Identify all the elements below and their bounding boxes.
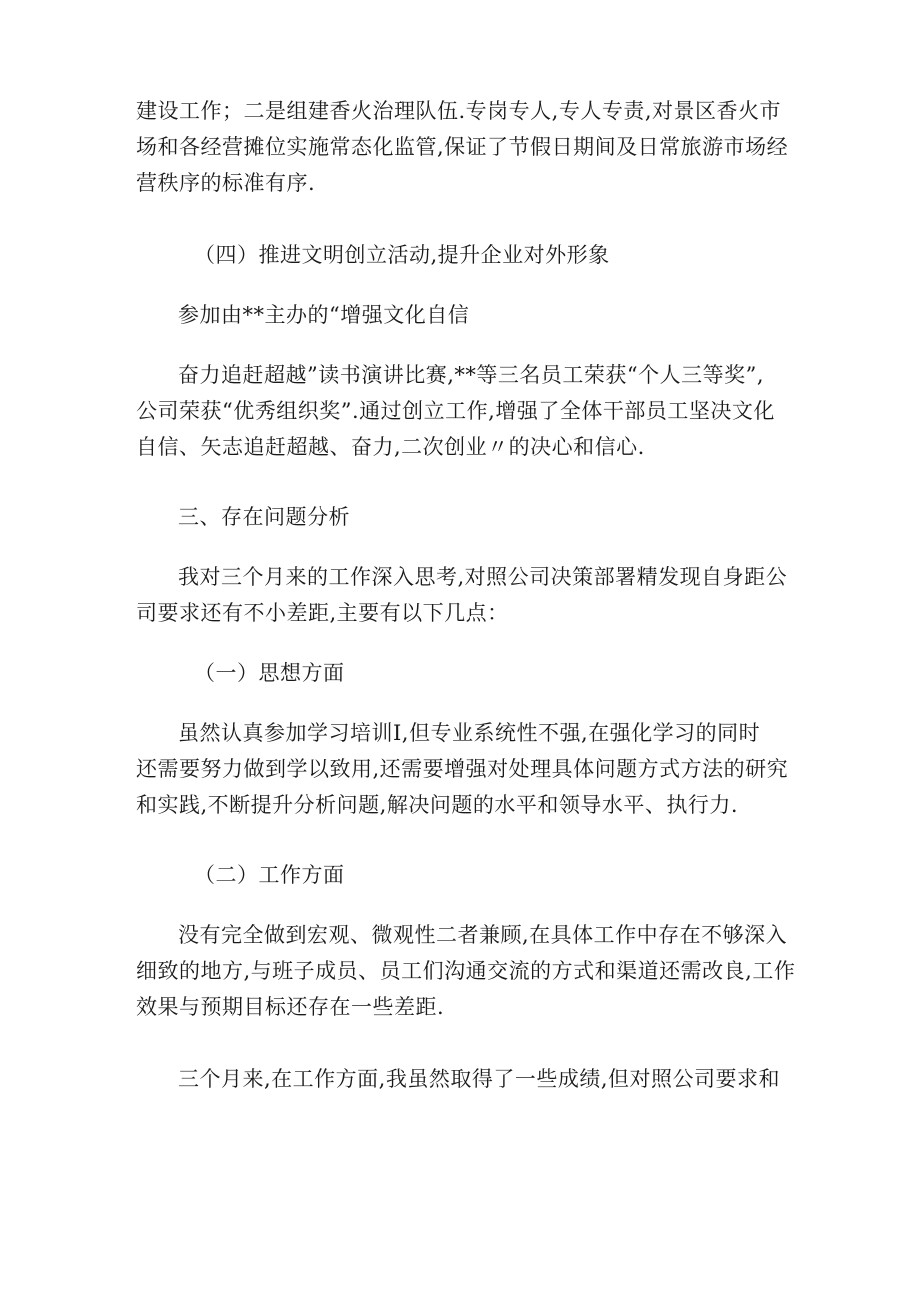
text-line: 细致的地方,与班子成员、员工们沟通交流的方式和渠道还需改良,工作 [136, 959, 796, 983]
paragraph-reflection [136, 559, 800, 631]
text-line: 奋力追赶超越”读书演讲比赛,**等三名员工荣获“个人三等奖”, [178, 363, 765, 387]
heading-text: （一）思想方面 [194, 661, 345, 685]
section-heading-problems [136, 499, 800, 535]
paragraph-work [136, 917, 800, 1025]
paragraph-summary [136, 1061, 800, 1097]
paragraph-thought [136, 715, 800, 823]
text-line: 场和各经营摊位实施常态化监管,保证了节假日期间及日常旅游市场经 [136, 135, 789, 159]
text-line: 虽然认真参加学习培训I,但专业系统性不强,在强化学习的同时 [178, 721, 761, 745]
text-line: 三个月来,在工作方面,我虽然取得了一些成绩,但对照公司要求和 [178, 1067, 781, 1091]
text-line: 建设工作；二是组建香火治理队伍.专岗专人,专人专责,对景区香火市 [136, 99, 782, 123]
text-line: 和实践,不断提升分析问题,解决问题的水平和领导水平、执行力. [136, 793, 739, 817]
paragraph-participation [136, 297, 800, 333]
paragraph-continuation [136, 93, 800, 201]
section-heading-work [136, 857, 800, 893]
heading-text: 三、存在问题分析 [178, 505, 350, 529]
text-line: 营秩序的标准有序. [136, 171, 316, 195]
text-line: 参加由**主办的“增强文化自信 [178, 303, 470, 327]
paragraph-competition [136, 357, 800, 465]
heading-text: （四）推进文明创立活动,提升企业对外形象 [194, 243, 610, 267]
text-line: 公司荣获“优秀组织奖”.通过创立工作,增强了全体干部员工坚决文化 [136, 399, 775, 423]
section-heading-thought [136, 655, 800, 691]
text-line: 效果与预期目标还存在一些差距. [136, 995, 445, 1019]
text-line: 自信、矢志追赶超越、奋力,二次创业〃的决心和信心. [136, 435, 645, 459]
text-line: 还需要努力做到学以致用,还需要增强对处理具体问题方式方法的研究 [136, 757, 789, 781]
text-line: 我对三个月来的工作深入思考,对照公司决策部署精发现自身距公 [178, 565, 788, 589]
text-line: 没有完全做到宏观、微观性二者兼顾,在具体工作中存在不够深入 [178, 923, 788, 947]
text-line: 司要求还有不小差距,主要有以下几点： [136, 601, 509, 625]
section-heading-four [136, 237, 800, 273]
heading-text: （二）工作方面 [194, 863, 345, 887]
